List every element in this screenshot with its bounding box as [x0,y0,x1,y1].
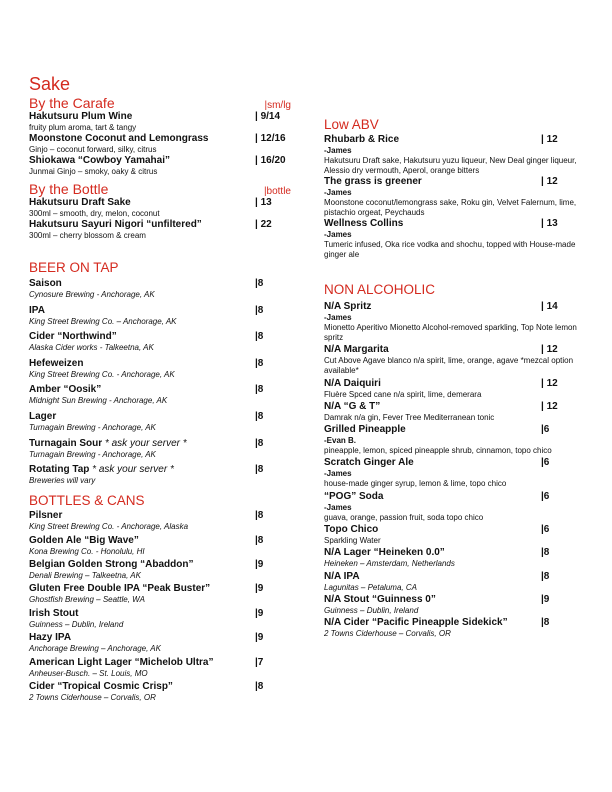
menu-item-row [324,424,579,436]
menu-item-name [29,384,101,396]
menu-item-name [324,344,389,356]
menu-item-price: |9 [255,632,264,644]
lowabv-heading: Low ABV [324,117,379,132]
menu-item-description: King Street Brewing Co. – Anchorage, AK [29,316,177,326]
menu-item-row [29,583,299,595]
menu-item-name [324,401,380,413]
bottle-heading [29,181,299,197]
menu-item-name [324,218,403,230]
menu-item-row [29,278,299,290]
menu-item [324,378,579,400]
menu-item-name [29,358,83,370]
menu-item-name-text: Saison [29,278,62,289]
menu-item-price: | 12 [541,176,558,187]
menu-item [29,438,299,460]
menu-item-row [324,547,579,559]
menu-item-price: | 12 [541,400,558,412]
menu-item [324,524,579,546]
menu-item-row [324,571,579,583]
menu-item-description: Cynosure Brewing - Anchorage, AK [29,290,155,299]
menu-item-name [29,133,208,145]
menu-item-row [324,524,579,536]
menu-item-description: 300ml – smooth, dry, melon, coconut [29,209,160,218]
menu-item-description: Heineken – Amsterdam, Netherlands [324,559,455,569]
menu-item-row [324,378,579,390]
right-column [324,117,579,641]
menu-item-description: Denali Brewing – Talkeetna, AK [29,570,141,580]
menu-item-name-text: Moonstone Coconut and Lemongrass [29,133,209,144]
menu-item-name-text: N/A Cider “Pacific Pineapple Sidekick” [324,617,508,629]
menu-item-description: Damrak n/a gin, Fever Tree Mediterranean tonic [324,412,495,422]
menu-item-name [324,491,383,503]
menu-item-description: 2 Towns Ciderhouse – Corvalis, OR [324,629,451,639]
menu-item-name-text: Hefeweizen [29,357,84,369]
menu-item-price: | 22 [255,219,272,230]
menu-item-creator: -Evan B. [324,436,357,446]
menu-item-name-text: Amber “Oosik” [29,384,102,396]
carafe-heading-label: By the Carafe [29,95,115,111]
menu-item-name [29,632,71,644]
menu-item [324,424,579,456]
menu-item-row [29,411,299,423]
menu-item-name [29,583,210,595]
menu-item-name-text: Topo Chico [324,524,379,536]
menu-item-description: Ginjo – coconut forward, silky, citrus [29,145,157,154]
menu-item-row [29,535,299,547]
menu-item-price: |8 [255,410,264,422]
menu-item-description: Sparkling Water [324,536,381,546]
menu-item [29,681,299,703]
menu-item-row [29,510,299,522]
menu-item-price: |6 [541,424,550,436]
menu-item [29,411,299,433]
menu-item-price: |8 [255,464,264,476]
menu-item-row [29,384,299,396]
menu-item-name-text: Scratch Ginger Ale [324,457,414,469]
menu-item-price: | 13 [541,218,558,229]
menu-item-name [29,464,174,476]
menu-item-name-text: Hakutsuru Plum Wine [29,111,133,122]
menu-item-creator: -James [324,230,352,239]
menu-item-note: * ask your server * [102,437,187,449]
menu-item [324,617,579,639]
menu-item [324,176,579,218]
menu-item-description: Cut Above Agave blanco n/a spirit, lime, orange, agave *mezcal option available* [324,356,574,376]
menu-item [324,491,579,523]
menu-item [29,535,299,557]
menu-item-price: |8 [541,547,550,559]
menu-item-row [324,594,579,606]
menu-item-name-text: Turnagain Sour [29,437,103,449]
menu-item-name-text: Golden Ale “Big Wave” [29,534,139,546]
menu-item-description: pineapple, lemon, spiced pineapple shrub, cinnamon, topo chico [324,446,552,456]
menu-item-price: |8 [255,437,264,449]
menu-item [29,583,299,605]
menu-item-price: |7 [255,656,264,668]
menu-item-name [29,155,170,167]
menu-item-name-text: Lager [29,410,57,422]
menu-item-price: | 12 [541,344,558,356]
menu-item-name [29,559,193,571]
menu-item-name-text: Wellness Collins [324,218,404,229]
menu-item-name-text: Rotating Tap [29,464,90,476]
menu-item-name [324,617,508,629]
menu-item-name-text: IPA [29,304,45,316]
menu-item-description: Midnight Sun Brewing - Anchorage, AK [29,396,168,406]
menu-item-price: |9 [255,558,264,570]
menu-item-price: |8 [255,331,264,343]
menu-item-price: | 13 [255,197,272,208]
menu-item-price: |8 [255,534,264,546]
menu-item-description: house-made ginger syrup, lemon & lime, topo chico [324,479,507,489]
menu-item-price: |6 [541,457,550,469]
menu-item-description: Ghostfish Brewing – Seattle, WA [29,595,145,605]
menu-item-row [29,219,299,231]
menu-item-name [29,219,202,231]
menu-item-name-text: N/A Spritz [324,301,372,312]
menu-item-row [324,301,579,313]
menu-item [324,218,579,260]
menu-item-name-text: American Light Lager “Michelob Ultra” [29,656,214,668]
menu-item-description: Anchorage Brewing – Anchorage, AK [29,644,161,654]
menu-item-name [324,524,378,536]
menu-item-row [324,176,579,188]
menu-item-name [29,111,132,123]
bottles-list [29,510,299,703]
beer-list [29,278,299,486]
menu-item [29,133,299,155]
menu-item-description: Alaska Cider works - Talkeetna, AK [29,343,154,353]
menu-item [29,608,299,630]
menu-item-row [324,401,579,413]
menu-item [324,457,579,489]
menu-item-name-text: Irish Stout [29,607,79,619]
menu-item-description: Breweries will vary [29,476,96,486]
menu-item-name-text: Grilled Pineapple [324,424,406,436]
menu-item-row [29,608,299,620]
menu-item-name [29,608,78,620]
menu-item [29,331,299,353]
menu-item-description: Guinness – Dublin, Ireland [29,619,124,629]
menu-item-description: 2 Towns Ciderhouse – Corvalis, OR [29,692,156,702]
menu-item [324,344,579,376]
menu-item-row [29,438,299,450]
menu-item-name-text: N/A Daiquiri [324,377,381,389]
carafe-sizes: |sm/lg [264,100,291,111]
menu-item-price: | 12 [541,377,558,389]
menu-item-name-text: “POG” Soda [324,490,384,502]
menu-item [324,401,579,423]
menu-item-row [324,617,579,629]
bottles-heading: BOTTLES & CANS [29,493,145,509]
menu-item [324,301,579,343]
menu-item-name-text: N/A Lager “Heineken 0.0” [324,547,445,559]
menu-item-row [324,218,579,230]
menu-item-price: | 16/20 [255,155,286,166]
bottle-sizes: |bottle [263,186,291,197]
menu-item-creator: -James [324,469,352,479]
menu-item-description: Junmai Ginjo – smoky, oaky & citrus [29,167,158,176]
menu-item-description: guava, orange, passion fruit, soda topo chico [324,512,484,522]
menu-item [324,594,579,616]
menu-item-price: |9 [255,583,264,595]
menu-item-row [324,134,579,146]
menu-item [29,155,299,177]
menu-item-price: |8 [255,304,264,316]
menu-item-description: King Street Brewing Co. - Anchorage, Alaska [29,522,189,532]
menu-item-description: 300ml – cherry blossom & cream [29,231,146,240]
menu-item-name [29,438,187,450]
menu-item-row [29,197,299,209]
menu-item-row [29,331,299,343]
menu-item-row [29,559,299,571]
menu-item-description: fruity plum aroma, tart & tangy [29,123,137,132]
menu-item-description: Lagunitas – Petaluma, CA [324,582,417,592]
menu-item-price: |9 [255,607,264,619]
menu-item [29,219,299,241]
menu-item-row [324,491,579,503]
menu-item-name [29,681,173,693]
menu-item-name-text: Cider “Northwind” [29,331,117,343]
lowabv-list [324,134,579,260]
menu-item [29,305,299,327]
menu-item-name-text: Hakutsuru Draft Sake [29,197,131,208]
menu-item-name-text: Pilsner [29,510,63,522]
menu-item [29,358,299,380]
menu-item [324,547,579,569]
menu-item-name [29,278,62,290]
menu-item-name [324,571,360,583]
menu-item-note: * ask your server * [89,464,174,476]
menu-item-price: |9 [541,593,550,605]
menu-item-description: Moonstone coconut/lemongrass sake, Roku gin, Velvet Falernum, lime, pistachio orgeat, Peychauds [324,198,577,217]
menu-item-description: Kona Brewing Co. - Honolulu, HI [29,546,145,556]
menu-item [29,464,299,486]
menu-item-name [29,510,62,522]
menu-item-description: King Street Brewing Co. - Anchorage, AK [29,369,175,379]
menu-item-price: |8 [255,278,264,289]
menu-item-name [29,657,213,669]
menu-item-name [29,411,56,423]
menu-item-row [29,133,299,145]
menu-item-name-text: Cider “Tropical Cosmic Crisp” [29,680,173,692]
menu-item-row [29,305,299,317]
menu-item [29,657,299,679]
menu-item-name-text: Shiokawa “Cowboy Yamahai” [29,155,170,166]
menu-item-name-text: N/A IPA [324,570,360,582]
menu-item-name [324,547,445,559]
menu-item-row [29,632,299,644]
menu-item-price: |8 [541,617,550,629]
menu-item-row [29,155,299,167]
menu-item-name-text: N/A Margarita [324,344,389,356]
menu-item-description: Turnagain Brewing - Anchorage, AK [29,422,156,432]
menu-item [324,134,579,176]
menu-item-name [324,301,371,313]
menu-item-name [29,197,131,209]
menu-item-description: Hakutsuru Draft sake, Hakutsuru yuzu liqueur, New Deal ginger liqueur, Alessio dry vermouth, Aperol, orange bitters [324,156,577,175]
menu-item [29,632,299,654]
menu-item-row [29,657,299,669]
menu-item-description: Anheuser-Busch. – St. Louis, MO [29,668,148,678]
menu-item-price: |8 [255,384,264,396]
menu-item-price: |6 [541,490,550,502]
menu-item-creator: -James [324,188,352,197]
menu-item-name [324,424,406,436]
menu-item-row [324,457,579,469]
menu-item-name [324,134,399,146]
menu-item [29,384,299,406]
menu-item [29,559,299,581]
menu-item-price: |8 [255,510,264,522]
nonalc-list [324,301,579,639]
menu-item-description: Mionetto Aperitivo Mionetto Alcohol-removed sparkling, Top Note lemon spritz [324,323,577,342]
menu-item-name-text: The grass is greener [324,176,422,187]
nonalc-heading: NON ALCOHOLIC [324,282,436,297]
beer-heading: BEER ON TAP [29,260,119,275]
menu-item [29,197,299,219]
menu-item-description: Turnagain Brewing - Anchorage, AK [29,449,156,459]
bottle-list [29,197,299,241]
menu-item-price: |6 [541,524,550,536]
menu-item-price: | 12 [541,134,558,145]
menu-item-price: |8 [255,357,264,369]
menu-item [29,510,299,532]
menu-item-description: Fluère Spced cane n/a spirit, lime, demerara [324,389,482,399]
menu-item-description: Tumeric infused, Oka rice vodka and shochu, topped with House-made ginger ale [324,240,576,259]
menu-item-price: | 9/14 [255,111,281,122]
menu-item-creator: -James [324,146,352,155]
menu-item-row [324,344,579,356]
carafe-list [29,111,299,177]
menu-item-name-text: Gluten Free Double IPA “Peak Buster” [29,583,211,595]
left-column [29,74,299,705]
menu-item-name [29,331,117,343]
menu-item [29,278,299,300]
menu-item [324,571,579,593]
menu-item [29,111,299,133]
menu-item-price: | 12/16 [255,133,286,144]
bottle-heading-label: By the Bottle [29,181,109,197]
menu-item-row [29,111,299,123]
sake-title: Sake [29,74,71,94]
menu-item-name [29,305,45,317]
menu-item-name-text: Hazy IPA [29,632,72,644]
menu-item-name-text: N/A “G & T” [324,400,381,412]
menu-item-name-text: Belgian Golden Strong “Abaddon” [29,558,194,570]
menu-item-name [324,378,381,390]
menu-item-name [324,457,414,469]
menu-item-creator: -James [324,313,352,322]
menu-item-row [29,358,299,370]
menu-item-row [29,464,299,476]
menu-item-name [29,535,139,547]
menu-item-name [324,176,422,188]
menu-item-price: | 14 [541,301,558,312]
menu-item-price: |8 [255,680,264,692]
menu-item-name-text: N/A Stout “Guinness 0” [324,593,436,605]
menu-item-creator: -James [324,502,352,512]
menu-item-name [324,594,436,606]
menu-item-row [29,681,299,693]
menu-item-name-text: Rhubarb & Rice [324,134,400,145]
carafe-heading [29,95,299,111]
menu-item-description: Guinness – Dublin, Ireland [324,605,419,615]
menu-item-name-text: Hakutsuru Sayuri Nigori “unfiltered” [29,219,202,230]
menu-item-price: |8 [541,570,550,582]
